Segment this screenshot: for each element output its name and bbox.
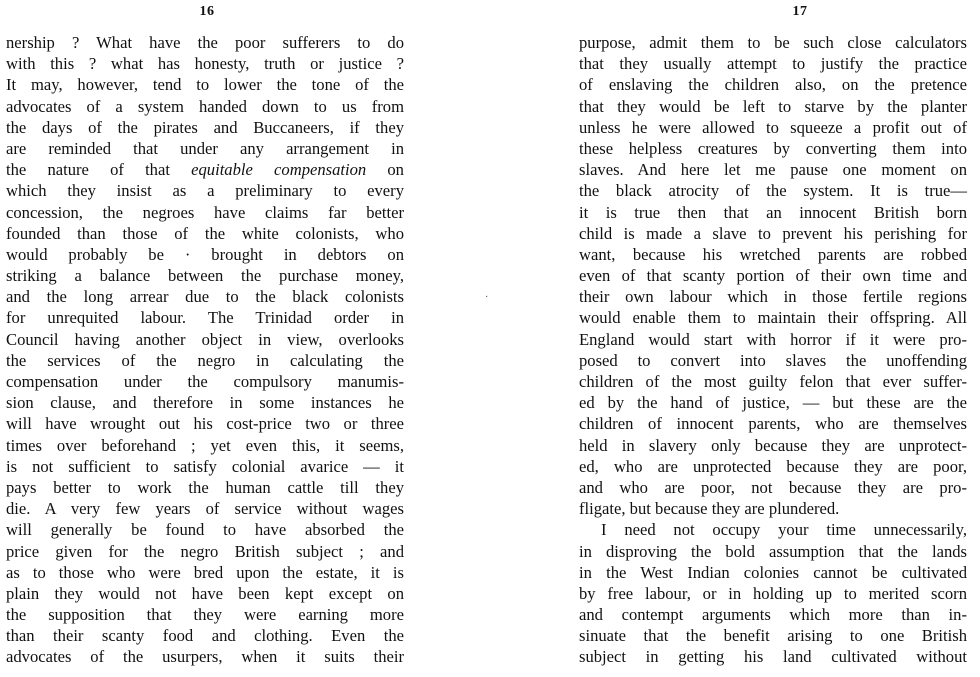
- text-line: children of the most guilty felon that ever suffer-: [579, 372, 967, 391]
- text-line: nership ? What have the poor sufferers to do: [6, 33, 404, 52]
- text-line: concession, the negroes have claims far better: [6, 202, 404, 222]
- text-line: the black atrocity of the system. It is true—: [579, 181, 967, 201]
- text-line: that they usually attempt to justify the practice: [579, 54, 967, 74]
- text-line: pays better to work the human cattle till they: [6, 477, 404, 497]
- text-line: for unrequited labour. The Trinidad order in: [6, 308, 404, 328]
- text-line: it is true then that an innocent British born: [579, 202, 967, 222]
- text-line: sion clause, and therefore in some instances he: [6, 393, 404, 413]
- text-line: which they insist as a preliminary to every: [6, 181, 404, 201]
- body-text: [6, 32, 404, 668]
- text-line: children of innocent parents, who are themselves: [579, 414, 967, 434]
- text-line: would enable them to maintain their offspring. All: [579, 308, 967, 328]
- text-line: will generally be found to have absorbed the: [6, 520, 404, 540]
- text-line: are reminded that under any arrangement in: [6, 138, 404, 158]
- text-line: sinuate that the benefit arising to one British: [579, 626, 967, 646]
- text-line: and the long arrear due to the black colonists: [6, 287, 404, 307]
- body-text: [579, 32, 967, 668]
- text-line: held in slavery only because they are unprotect-: [579, 435, 967, 455]
- text-line: want, because his wretched parents are robbed: [579, 244, 967, 264]
- text-line: England would start with horror if it were pro-: [579, 329, 967, 349]
- text-line: Council having another object in view, overlooks: [6, 329, 404, 349]
- text-line: the nature of that equitable compensation on: [6, 160, 404, 180]
- text-line: and who are poor, not because they are pro-: [579, 477, 967, 497]
- text-line: their own labour which in those fertile regions: [579, 287, 967, 307]
- paragraph-end-line: fligate, but because they are plundered.: [579, 499, 840, 519]
- text-line: as to those who were bred upon the estate, it is: [6, 562, 404, 582]
- text-line: posed to convert into slaves the unoffending: [579, 350, 967, 370]
- text-line: compensation under the compulsory manumis-: [6, 372, 404, 391]
- text-line: unless he were allowed to squeeze a profit out of: [579, 117, 967, 137]
- text-line: die. A very few years of service without wages: [6, 499, 404, 519]
- emphasized-phrase: equitable compensation: [191, 160, 367, 180]
- text-line: child is made a slave to prevent his perishing for: [579, 223, 967, 243]
- text-line: and contempt arguments which more than in-: [579, 605, 967, 625]
- gutter-mark: ·: [485, 292, 489, 303]
- text-line: the services of the negro in calculating the: [6, 350, 404, 370]
- text-line: is not sufficient to satisfy colonial avarice — it: [6, 456, 404, 476]
- text-line: of enslaving the children also, on the pretence: [579, 75, 967, 95]
- text-line: slaves. And here let me pause one moment on: [579, 160, 967, 180]
- text-line: ed by the hand of justice, — but these are the: [579, 393, 967, 413]
- page-number: 16: [199, 4, 215, 19]
- text-line: in disproving the bold assumption that the lands: [579, 541, 967, 561]
- text-line: with this ? what has honesty, truth or justice ?: [6, 54, 404, 74]
- paragraph-start-line: I need not occupy your time unnecessarily,: [601, 520, 967, 540]
- text-line: the days of the pirates and Buccaneers, if they: [6, 117, 404, 137]
- text-line: ed, who are unprotected because they are poor,: [579, 456, 967, 476]
- text-line: will have wrought out his cost-price two or three: [6, 414, 404, 434]
- right-page: [490, 0, 980, 677]
- text-line: times over beforehand ; yet even this, it seems,: [6, 435, 404, 455]
- text-line: even of that scanty portion of their own time and: [579, 266, 967, 286]
- page-number: 17: [792, 4, 808, 19]
- text-line: striking a balance between the purchase money,: [6, 266, 404, 286]
- text-line: plain they would not have been kept except on: [6, 583, 404, 603]
- text-line: by free labour, or in holding up to merited scorn: [579, 583, 967, 603]
- text-line: the supposition that they were earning more: [6, 605, 404, 625]
- text-line: It may, however, tend to lower the tone of the: [6, 75, 404, 95]
- text-line: in the West Indian colonies cannot be cultivated: [579, 562, 967, 582]
- text-line: that they would be left to starve by the planter: [579, 96, 967, 116]
- text-line: advocates of a system handed down to us from: [6, 96, 404, 116]
- text-line: subject in getting his land cultivated without: [579, 647, 967, 667]
- text-line: advocates of the usurpers, when it suits their: [6, 647, 404, 667]
- text-line: would probably be · brought in debtors on: [6, 244, 404, 264]
- text-line: these helpless creatures by converting them into: [579, 138, 967, 158]
- text-line: than their scanty food and clothing. Even the: [6, 626, 404, 646]
- text-line: purpose, admit them to be such close calculators: [579, 33, 967, 52]
- text-line: price given for the negro British subject ; and: [6, 541, 404, 561]
- text-line: founded than those of the white colonists, who: [6, 223, 404, 243]
